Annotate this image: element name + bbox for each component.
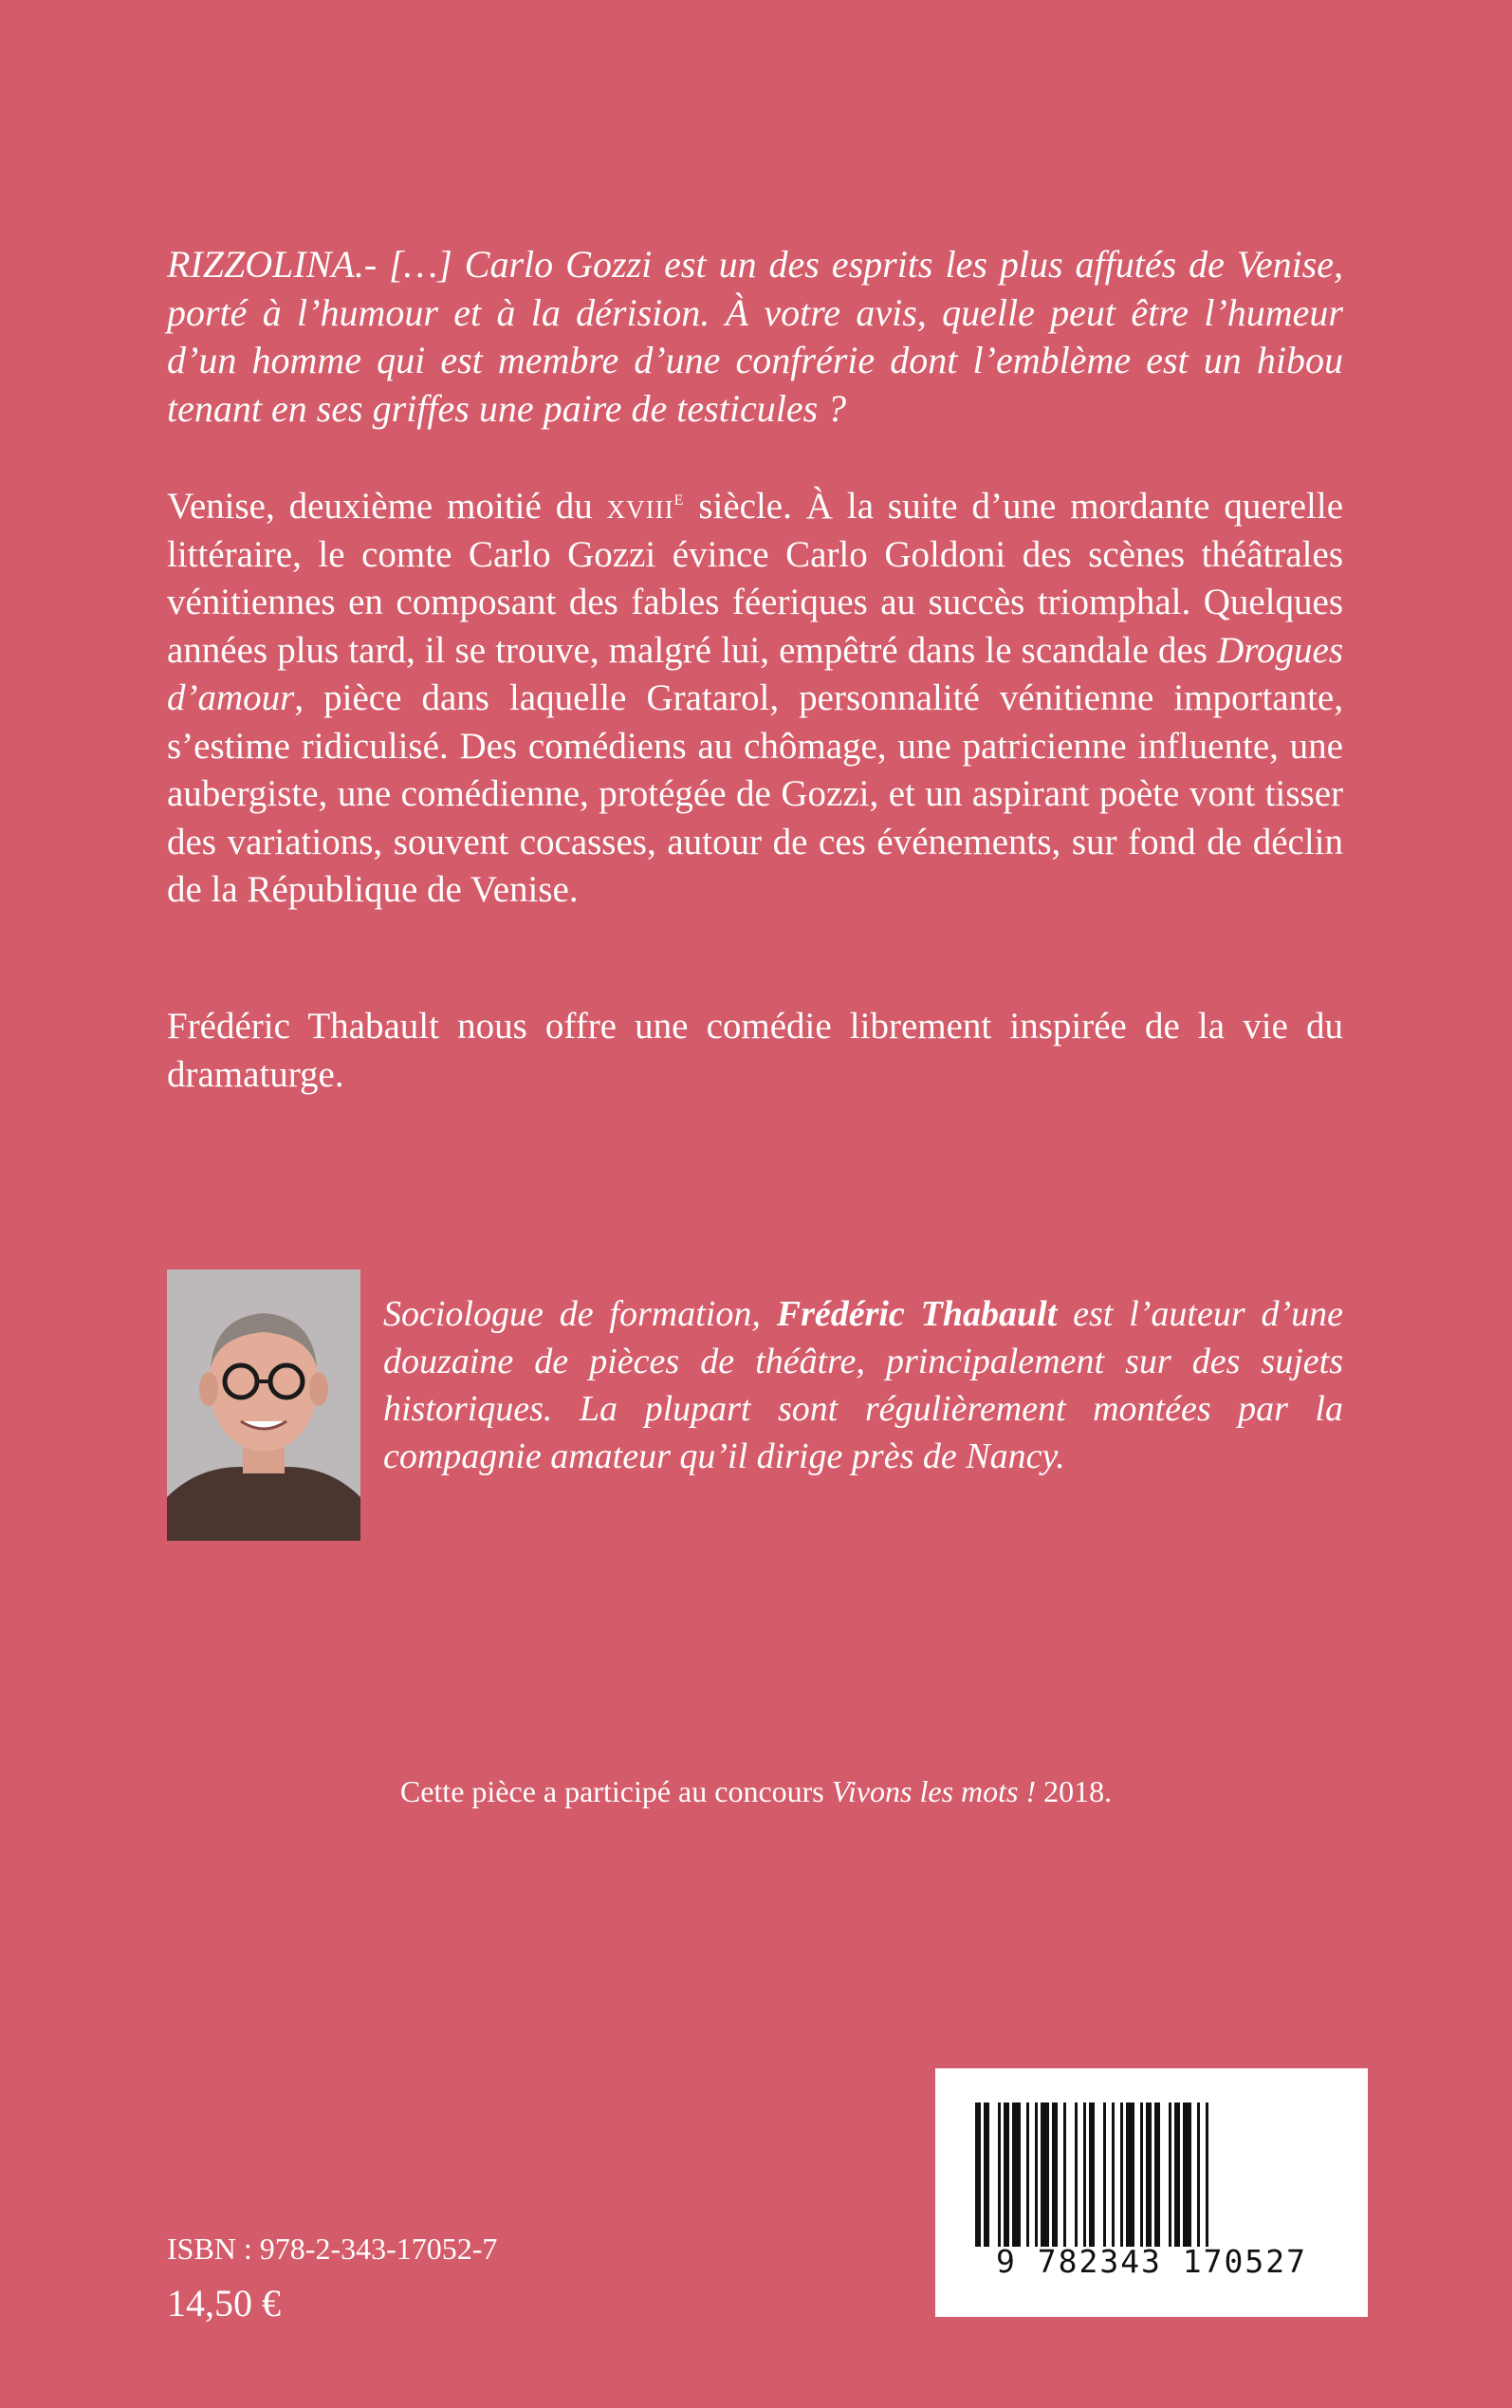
- barcode-bar: [1174, 2102, 1180, 2247]
- quote-text: […] Carlo Gozzi est un des esprits les plus affutés de Venise, porté à l’humour et à la dérision. À votre avis, quelle peut être l’humeur d’un homme qui est membre d’une confrérie dont l’emblème est un hibou tenant en ses griffes une paire de testicules ?: [167, 243, 1344, 430]
- barcode-bar: [1183, 2102, 1191, 2247]
- barcode-bar: [1154, 2102, 1160, 2247]
- barcode-bar: [984, 2102, 989, 2247]
- barcode-bar: [1120, 2102, 1123, 2247]
- barcode-bar: [1083, 2102, 1086, 2247]
- author-photo: [167, 1269, 360, 1541]
- barcode-bar: [1026, 2102, 1029, 2247]
- summary-part2: siècle. À la suite d’une mordante querelle littéraire, le comte Carlo Gozzi évince Carlo Goldoni des scènes théâtrales vénitiennes en composant des fables féeriques au succès triomphal. Quelques années plus tard, il se trouve, malgré lui, empêtré dans le scandale des: [167, 486, 1344, 671]
- summary-part1: Venise, deuxième moitié du: [167, 486, 593, 527]
- book-summary: [167, 483, 1343, 915]
- contest-name: Vivons les mots !: [831, 1774, 1037, 1808]
- barcode-bar: [998, 2102, 1001, 2247]
- barcode-bar: [1041, 2102, 1049, 2247]
- barcode-bar: [1103, 2102, 1106, 2247]
- barcode-bar: [1146, 2102, 1152, 2247]
- isbn: ISBN : 978-2-343-17052-7: [167, 2232, 498, 2266]
- summary-part3: , pièce dans laquelle Gratarol, personnalité vénitienne importante, s’estime ridiculisé. Des comédiens au chômage, une patricienne influente, une aubergiste, une comédienne, protégée de Gozzi, et un aspirant poète vont tisser des variations, souvent cocasses, autour de ces événements, sur fond de déclin de la République de Venise.: [167, 677, 1343, 910]
- barcode-digits: 9 782343 170527: [995, 2243, 1307, 2280]
- author-bio: Sociologue de formation, Frédéric Thabault est l’auteur d’une douzaine de pièces de théâtre, principalement sur des sujets historiques. La plupart sont régulièrement montées par la compagnie amateur qu’il dirige près de Nancy.: [383, 1294, 1344, 1476]
- barcode-bar: [1004, 2102, 1009, 2247]
- price: 14,50 €: [167, 2282, 281, 2325]
- barcode-bar: [1140, 2102, 1143, 2247]
- quote-speaker: RIZZOLINA.-: [167, 243, 378, 286]
- barcode-bar: [975, 2102, 981, 2247]
- barcode-bar: [1206, 2102, 1208, 2247]
- barcode-bar: [1197, 2102, 1200, 2247]
- barcode-bar: [1112, 2102, 1115, 2247]
- barcode-bar: [1012, 2102, 1021, 2247]
- barcode-bar: [1063, 2102, 1066, 2247]
- barcode-bar: [1052, 2102, 1058, 2247]
- barcode-bar: [1035, 2102, 1038, 2247]
- barcode-bar: [1126, 2102, 1134, 2247]
- barcode: [935, 2068, 1368, 2317]
- century-numeral: xviii$^e$: [606, 486, 685, 527]
- back-cover-quote: [167, 241, 1343, 433]
- barcode-bar: [1169, 2102, 1171, 2247]
- contest-note: Cette pièce a participé au concours Vivons les mots ! 2018.: [399, 1774, 1113, 1808]
- barcode-bars: [971, 2102, 1332, 2247]
- barcode-bar: [1075, 2102, 1078, 2247]
- summary-closing: Frédéric Thabault nous offre une comédie librement inspirée de la vie du dramaturge.: [167, 1006, 1343, 1095]
- play-title: Drogues d’amour: [167, 629, 1343, 718]
- author-name: Frédéric Thabault: [776, 1294, 1058, 1334]
- barcode-bar: [1089, 2102, 1095, 2247]
